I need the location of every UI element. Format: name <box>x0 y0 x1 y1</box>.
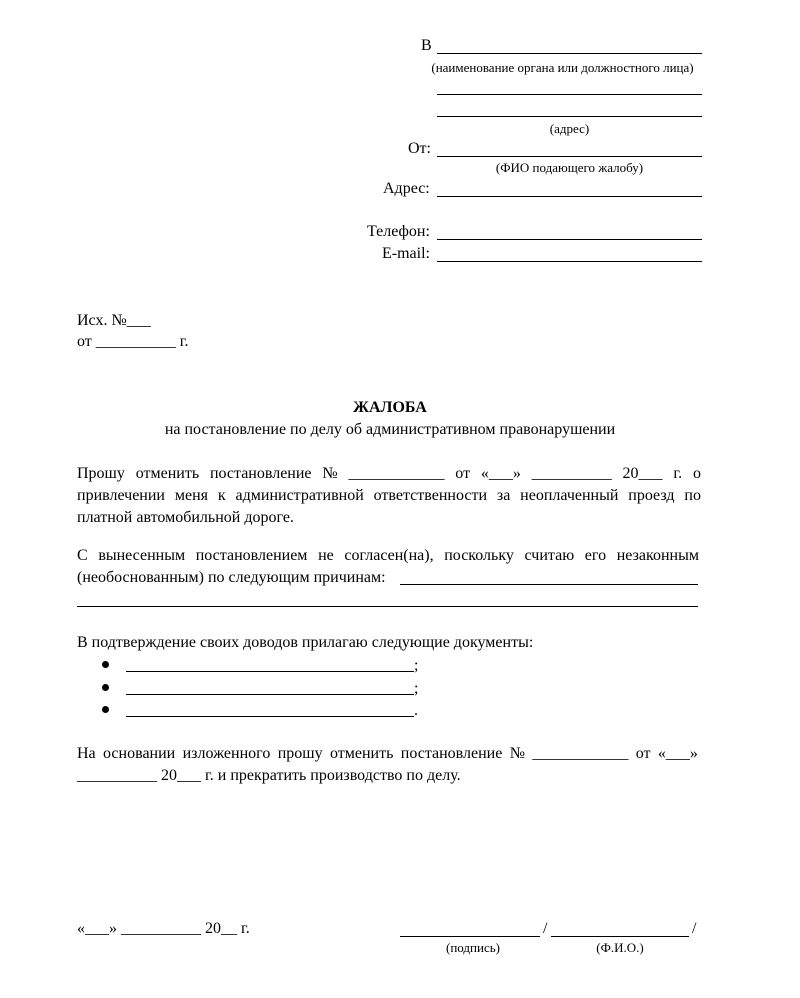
word: незаконным <box>616 547 699 564</box>
name-caption: (Ф.И.О.) <box>596 940 644 955</box>
phone-label: Телефон: <box>367 223 430 240</box>
document-title: ЖАЛОБА <box>353 399 427 416</box>
word: считаю <box>524 547 575 564</box>
word: к <box>217 487 226 504</box>
p1-line-3: платной автомобильной дороге. <box>77 509 294 526</box>
word: 20___ <box>622 465 663 482</box>
recipient-to-prefix: В <box>421 37 432 54</box>
outgoing-number: Исх. №___ <box>77 312 151 329</box>
bullet-icon <box>102 706 109 713</box>
document-line-2[interactable] <box>126 694 414 695</box>
word: прошу <box>277 745 323 762</box>
word: от <box>455 465 471 482</box>
word: по <box>684 487 701 504</box>
recipient-address-line-2[interactable] <box>437 116 702 117</box>
signature-date: «___» __________ 20__ г. <box>77 920 250 937</box>
word: __________ <box>531 465 612 482</box>
word: г. <box>673 465 683 482</box>
word: его <box>584 547 607 564</box>
phone-line[interactable] <box>437 239 702 240</box>
from-label: От: <box>408 140 431 157</box>
word: за <box>496 487 511 504</box>
word: постановление <box>400 745 503 762</box>
address-label: Адрес: <box>383 180 430 197</box>
word: постановление <box>209 465 312 482</box>
word: неоплаченный <box>520 487 619 504</box>
document-line-3[interactable] <box>126 716 414 717</box>
email-line[interactable] <box>437 261 702 262</box>
p4-line-1 <box>77 745 698 763</box>
word: № <box>322 465 338 482</box>
p1-line-1 <box>77 465 701 483</box>
word: согласен(на), <box>344 547 434 564</box>
bullet-icon <box>102 684 109 691</box>
signature-slash-1: / <box>543 920 548 937</box>
p2-line-1 <box>77 547 699 565</box>
document-1-punct: ; <box>414 657 419 674</box>
signature-caption: (подпись) <box>446 940 500 955</box>
word: «___» <box>480 465 521 482</box>
recipient-address-line-1[interactable] <box>437 94 702 95</box>
p2-line-2: (необоснованным) по следующим причинам: <box>77 569 386 586</box>
bullet-icon <box>102 661 109 668</box>
reasons-line-2[interactable] <box>77 606 698 607</box>
reasons-line-1[interactable] <box>400 584 698 585</box>
word: проезд <box>628 487 675 504</box>
word: от <box>635 745 651 762</box>
word: вынесенным <box>98 547 186 564</box>
from-caption: (ФИО подающего жалобу) <box>495 160 644 175</box>
p4-line-2: __________ 20___ г. и прекратить производство по делу. <box>77 767 461 784</box>
email-label: E-mail: <box>382 245 430 262</box>
outgoing-date: от __________ г. <box>77 333 189 350</box>
recipient-to-line[interactable] <box>437 53 702 54</box>
recipient-to-caption: (наименование органа или должностного лица) <box>431 60 694 75</box>
word: изложенного <box>182 745 271 762</box>
name-line[interactable] <box>551 936 689 937</box>
word: поскольку <box>444 547 514 564</box>
word: меня <box>174 487 209 504</box>
document-line-1[interactable] <box>126 671 414 672</box>
word: не <box>318 547 334 564</box>
document-subtitle: на постановление по делу об административном правонарушении <box>164 421 616 438</box>
word: основании <box>103 745 176 762</box>
from-line[interactable] <box>437 156 702 157</box>
p3-intro: В подтверждение своих доводов прилагаю следующие документы: <box>77 634 534 651</box>
recipient-address-caption: (адрес) <box>549 121 590 136</box>
document-2-punct: ; <box>414 680 419 697</box>
word: № <box>509 745 525 762</box>
word: Прошу <box>77 465 125 482</box>
word: С <box>77 547 88 564</box>
document-3-punct: . <box>414 702 418 719</box>
word: о <box>692 465 701 482</box>
word: постановлением <box>195 547 308 564</box>
word: ____________ <box>348 465 445 482</box>
signature-slash-2: / <box>692 920 697 937</box>
word: привлечении <box>77 487 165 504</box>
p1-line-2 <box>77 487 701 505</box>
word: отменить <box>135 465 200 482</box>
signature-line[interactable] <box>400 936 540 937</box>
word: ____________ <box>532 745 629 762</box>
word: На <box>77 745 96 762</box>
word: административной <box>235 487 364 504</box>
word: «___» <box>657 745 698 762</box>
address-line[interactable] <box>437 196 702 197</box>
word: отменить <box>329 745 394 762</box>
word: ответственности <box>373 487 488 504</box>
